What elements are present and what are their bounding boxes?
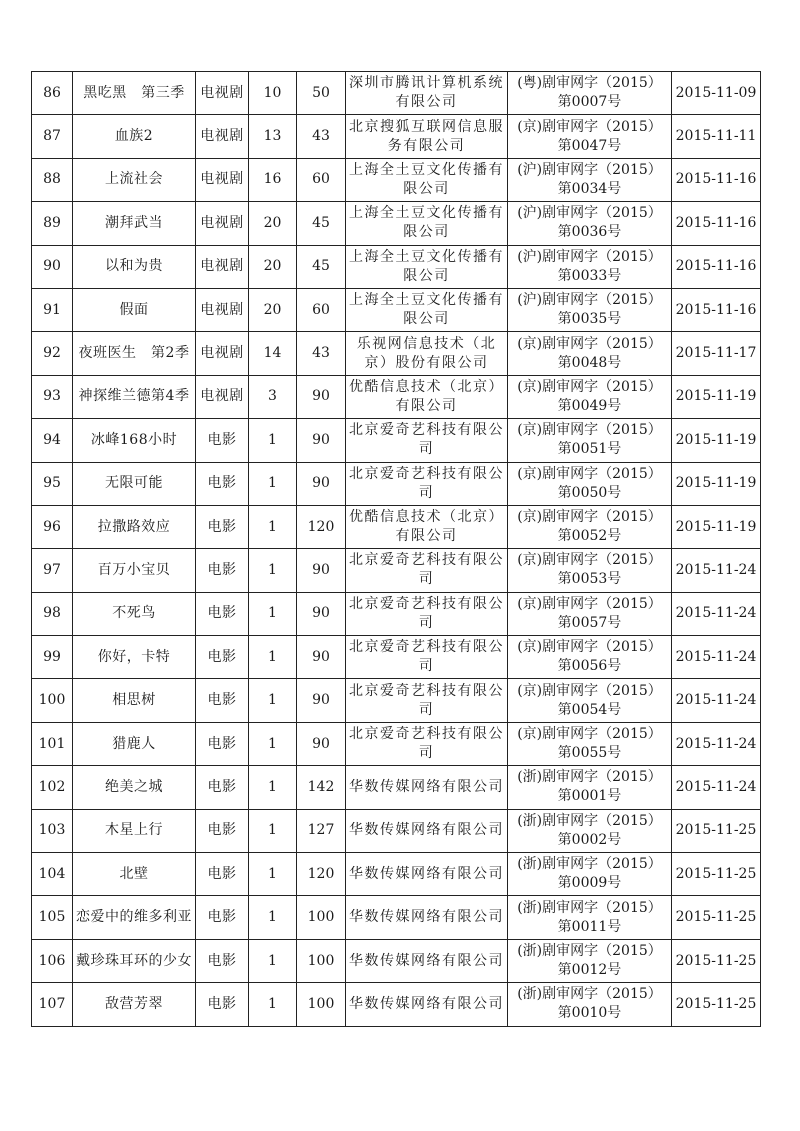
company-name-cell: 优酷信息技术（北京）有限公司 [346,375,508,418]
table-row [32,983,761,1026]
license-number-cell: (京)剧审网字（2015）第0055号 [508,722,672,765]
license-number-cell: (京)剧审网字（2015）第0052号 [508,505,672,548]
row-number-cell: 88 [32,158,73,201]
episode-minutes-cell: 43 [297,115,346,158]
program-type-cell: 电影 [196,853,249,896]
program-type-cell: 电影 [196,722,249,765]
table-row [32,202,761,245]
row-number-cell: 103 [32,809,73,852]
approval-date-cell: 2015-11-25 [672,896,761,939]
episode-minutes-cell: 90 [297,679,346,722]
table-row [32,245,761,288]
table-row [32,549,761,592]
episode-minutes-cell: 50 [297,72,346,115]
program-type-cell: 电视剧 [196,72,249,115]
row-number-cell: 99 [32,636,73,679]
row-number-cell: 105 [32,896,73,939]
license-number-cell: (京)剧审网字（2015）第0057号 [508,592,672,635]
company-name-cell: 优酷信息技术（北京）有限公司 [346,505,508,548]
row-number-cell: 94 [32,419,73,462]
episode-count-cell: 1 [249,419,297,462]
episode-minutes-cell: 90 [297,592,346,635]
program-type-cell: 电视剧 [196,245,249,288]
episode-minutes-cell: 45 [297,202,346,245]
company-name-cell: 北京爱奇艺科技有限公司 [346,679,508,722]
program-title-cell: 以和为贵 [73,245,196,288]
episode-minutes-cell: 90 [297,462,346,505]
table-body [32,72,761,1027]
episode-count-cell: 1 [249,549,297,592]
program-title-cell: 木星上行 [73,809,196,852]
episode-minutes-cell: 45 [297,245,346,288]
license-number-cell: (沪)剧审网字（2015）第0034号 [508,158,672,201]
program-title-cell: 你好，卡特 [73,636,196,679]
table-row [32,505,761,548]
company-name-cell: 北京爱奇艺科技有限公司 [346,462,508,505]
episode-count-cell: 1 [249,853,297,896]
row-number-cell: 107 [32,983,73,1026]
row-number-cell: 102 [32,766,73,809]
program-type-cell: 电影 [196,896,249,939]
program-title-cell: 北壁 [73,853,196,896]
episode-count-cell: 1 [249,722,297,765]
company-name-cell: 上海全土豆文化传播有限公司 [346,245,508,288]
episode-minutes-cell: 90 [297,636,346,679]
episode-count-cell: 1 [249,939,297,982]
program-title-cell: 上流社会 [73,158,196,201]
license-number-cell: (粤)剧审网字（2015）第0007号 [508,72,672,115]
license-number-cell: (京)剧审网字（2015）第0051号 [508,419,672,462]
license-number-cell: (浙)剧审网字（2015）第0010号 [508,983,672,1026]
approval-date-cell: 2015-11-09 [672,72,761,115]
program-type-cell: 电视剧 [196,375,249,418]
row-number-cell: 97 [32,549,73,592]
company-name-cell: 北京爱奇艺科技有限公司 [346,722,508,765]
episode-minutes-cell: 43 [297,332,346,375]
program-title-cell: 冰峰168小时 [73,419,196,462]
program-title-cell: 不死鸟 [73,592,196,635]
license-number-cell: (浙)剧审网字（2015）第0011号 [508,896,672,939]
license-number-cell: (浙)剧审网字（2015）第0001号 [508,766,672,809]
company-name-cell: 上海全土豆文化传播有限公司 [346,158,508,201]
program-type-cell: 电视剧 [196,288,249,331]
license-number-cell: (京)剧审网字（2015）第0050号 [508,462,672,505]
program-title-cell: 戴珍珠耳环的少女 [73,939,196,982]
license-number-cell: (京)剧审网字（2015）第0047号 [508,115,672,158]
program-title-cell: 血族2 [73,115,196,158]
program-type-cell: 电影 [196,809,249,852]
program-title-cell: 神探维兰德第4季 [73,375,196,418]
row-number-cell: 89 [32,202,73,245]
episode-count-cell: 1 [249,505,297,548]
approval-date-cell: 2015-11-25 [672,983,761,1026]
approval-date-cell: 2015-11-25 [672,809,761,852]
license-number-cell: (沪)剧审网字（2015）第0035号 [508,288,672,331]
episode-minutes-cell: 90 [297,722,346,765]
row-number-cell: 90 [32,245,73,288]
table-row [32,462,761,505]
company-name-cell: 北京爱奇艺科技有限公司 [346,419,508,462]
program-type-cell: 电视剧 [196,202,249,245]
license-number-cell: (浙)剧审网字（2015）第0012号 [508,939,672,982]
approval-date-cell: 2015-11-24 [672,636,761,679]
approval-date-cell: 2015-11-24 [672,549,761,592]
license-number-cell: (浙)剧审网字（2015）第0009号 [508,853,672,896]
approval-date-cell: 2015-11-16 [672,288,761,331]
approval-date-cell: 2015-11-25 [672,939,761,982]
row-number-cell: 101 [32,722,73,765]
episode-count-cell: 1 [249,896,297,939]
program-title-cell: 潮拜武当 [73,202,196,245]
row-number-cell: 106 [32,939,73,982]
episode-count-cell: 1 [249,809,297,852]
episode-minutes-cell: 90 [297,549,346,592]
program-title-cell: 敌营芳翠 [73,983,196,1026]
program-title-cell: 猎鹿人 [73,722,196,765]
approval-date-cell: 2015-11-11 [672,115,761,158]
episode-count-cell: 3 [249,375,297,418]
approval-date-cell: 2015-11-24 [672,679,761,722]
program-title-cell: 假面 [73,288,196,331]
table-row [32,809,761,852]
program-type-cell: 电影 [196,419,249,462]
license-number-cell: (京)剧审网字（2015）第0054号 [508,679,672,722]
table-row [32,72,761,115]
approval-date-cell: 2015-11-16 [672,158,761,201]
program-title-cell: 相思树 [73,679,196,722]
table-row [32,419,761,462]
program-title-cell: 恋爱中的维多利亚 [73,896,196,939]
program-type-cell: 电影 [196,462,249,505]
approval-date-cell: 2015-11-19 [672,419,761,462]
table-row [32,288,761,331]
company-name-cell: 北京搜狐互联网信息服务有限公司 [346,115,508,158]
episode-minutes-cell: 120 [297,853,346,896]
table-row [32,679,761,722]
approval-date-cell: 2015-11-25 [672,853,761,896]
table-row [32,722,761,765]
company-name-cell: 华数传媒网络有限公司 [346,853,508,896]
episode-count-cell: 16 [249,158,297,201]
program-title-cell: 无限可能 [73,462,196,505]
table-row [32,896,761,939]
table-row [32,375,761,418]
row-number-cell: 91 [32,288,73,331]
approval-date-cell: 2015-11-16 [672,202,761,245]
company-name-cell: 华数传媒网络有限公司 [346,766,508,809]
table-row [32,636,761,679]
program-type-cell: 电影 [196,939,249,982]
episode-count-cell: 1 [249,766,297,809]
episode-count-cell: 14 [249,332,297,375]
program-type-cell: 电视剧 [196,115,249,158]
episode-count-cell: 1 [249,636,297,679]
program-title-cell: 黑吃黑 第三季 [73,72,196,115]
row-number-cell: 93 [32,375,73,418]
license-number-cell: (京)剧审网字（2015）第0056号 [508,636,672,679]
episode-count-cell: 1 [249,462,297,505]
episode-count-cell: 20 [249,245,297,288]
row-number-cell: 100 [32,679,73,722]
program-type-cell: 电影 [196,766,249,809]
row-number-cell: 95 [32,462,73,505]
episode-count-cell: 1 [249,983,297,1026]
episode-count-cell: 20 [249,202,297,245]
program-type-cell: 电影 [196,636,249,679]
company-name-cell: 深圳市腾讯计算机系统有限公司 [346,72,508,115]
company-name-cell: 北京爱奇艺科技有限公司 [346,549,508,592]
company-name-cell: 乐视网信息技术（北京）股份有限公司 [346,332,508,375]
approval-date-cell: 2015-11-19 [672,505,761,548]
row-number-cell: 98 [32,592,73,635]
episode-minutes-cell: 127 [297,809,346,852]
license-number-cell: (浙)剧审网字（2015）第0002号 [508,809,672,852]
company-name-cell: 北京爱奇艺科技有限公司 [346,592,508,635]
license-number-cell: (沪)剧审网字（2015）第0036号 [508,202,672,245]
program-title-cell: 拉撒路效应 [73,505,196,548]
episode-count-cell: 20 [249,288,297,331]
table-row [32,592,761,635]
company-name-cell: 华数传媒网络有限公司 [346,939,508,982]
row-number-cell: 87 [32,115,73,158]
approval-date-cell: 2015-11-17 [672,332,761,375]
program-title-cell: 夜班医生 第2季 [73,332,196,375]
program-type-cell: 电视剧 [196,158,249,201]
table-row [32,853,761,896]
company-name-cell: 华数传媒网络有限公司 [346,809,508,852]
program-type-cell: 电视剧 [196,332,249,375]
approval-date-cell: 2015-11-19 [672,462,761,505]
license-number-cell: (沪)剧审网字（2015）第0033号 [508,245,672,288]
program-title-cell: 绝美之城 [73,766,196,809]
license-number-cell: (京)剧审网字（2015）第0048号 [508,332,672,375]
approval-date-cell: 2015-11-24 [672,722,761,765]
approval-date-cell: 2015-11-24 [672,592,761,635]
company-name-cell: 北京爱奇艺科技有限公司 [346,636,508,679]
episode-minutes-cell: 60 [297,288,346,331]
table-row [32,332,761,375]
episode-count-cell: 10 [249,72,297,115]
table-row [32,158,761,201]
episode-minutes-cell: 90 [297,419,346,462]
company-name-cell: 华数传媒网络有限公司 [346,983,508,1026]
program-type-cell: 电影 [196,679,249,722]
registry-table [31,71,761,1027]
episode-minutes-cell: 60 [297,158,346,201]
episode-minutes-cell: 100 [297,896,346,939]
episode-count-cell: 13 [249,115,297,158]
company-name-cell: 华数传媒网络有限公司 [346,896,508,939]
episode-minutes-cell: 100 [297,983,346,1026]
row-number-cell: 96 [32,505,73,548]
episode-minutes-cell: 142 [297,766,346,809]
row-number-cell: 92 [32,332,73,375]
table-row [32,939,761,982]
table-row [32,115,761,158]
approval-date-cell: 2015-11-16 [672,245,761,288]
program-type-cell: 电影 [196,549,249,592]
episode-count-cell: 1 [249,592,297,635]
approval-date-cell: 2015-11-24 [672,766,761,809]
episode-minutes-cell: 90 [297,375,346,418]
program-type-cell: 电影 [196,983,249,1026]
row-number-cell: 86 [32,72,73,115]
approval-date-cell: 2015-11-19 [672,375,761,418]
episode-minutes-cell: 120 [297,505,346,548]
episode-minutes-cell: 100 [297,939,346,982]
episode-count-cell: 1 [249,679,297,722]
program-type-cell: 电影 [196,592,249,635]
row-number-cell: 104 [32,853,73,896]
program-title-cell: 百万小宝贝 [73,549,196,592]
license-number-cell: (京)剧审网字（2015）第0049号 [508,375,672,418]
company-name-cell: 上海全土豆文化传播有限公司 [346,288,508,331]
table-row [32,766,761,809]
program-type-cell: 电影 [196,505,249,548]
license-number-cell: (京)剧审网字（2015）第0053号 [508,549,672,592]
company-name-cell: 上海全土豆文化传播有限公司 [346,202,508,245]
